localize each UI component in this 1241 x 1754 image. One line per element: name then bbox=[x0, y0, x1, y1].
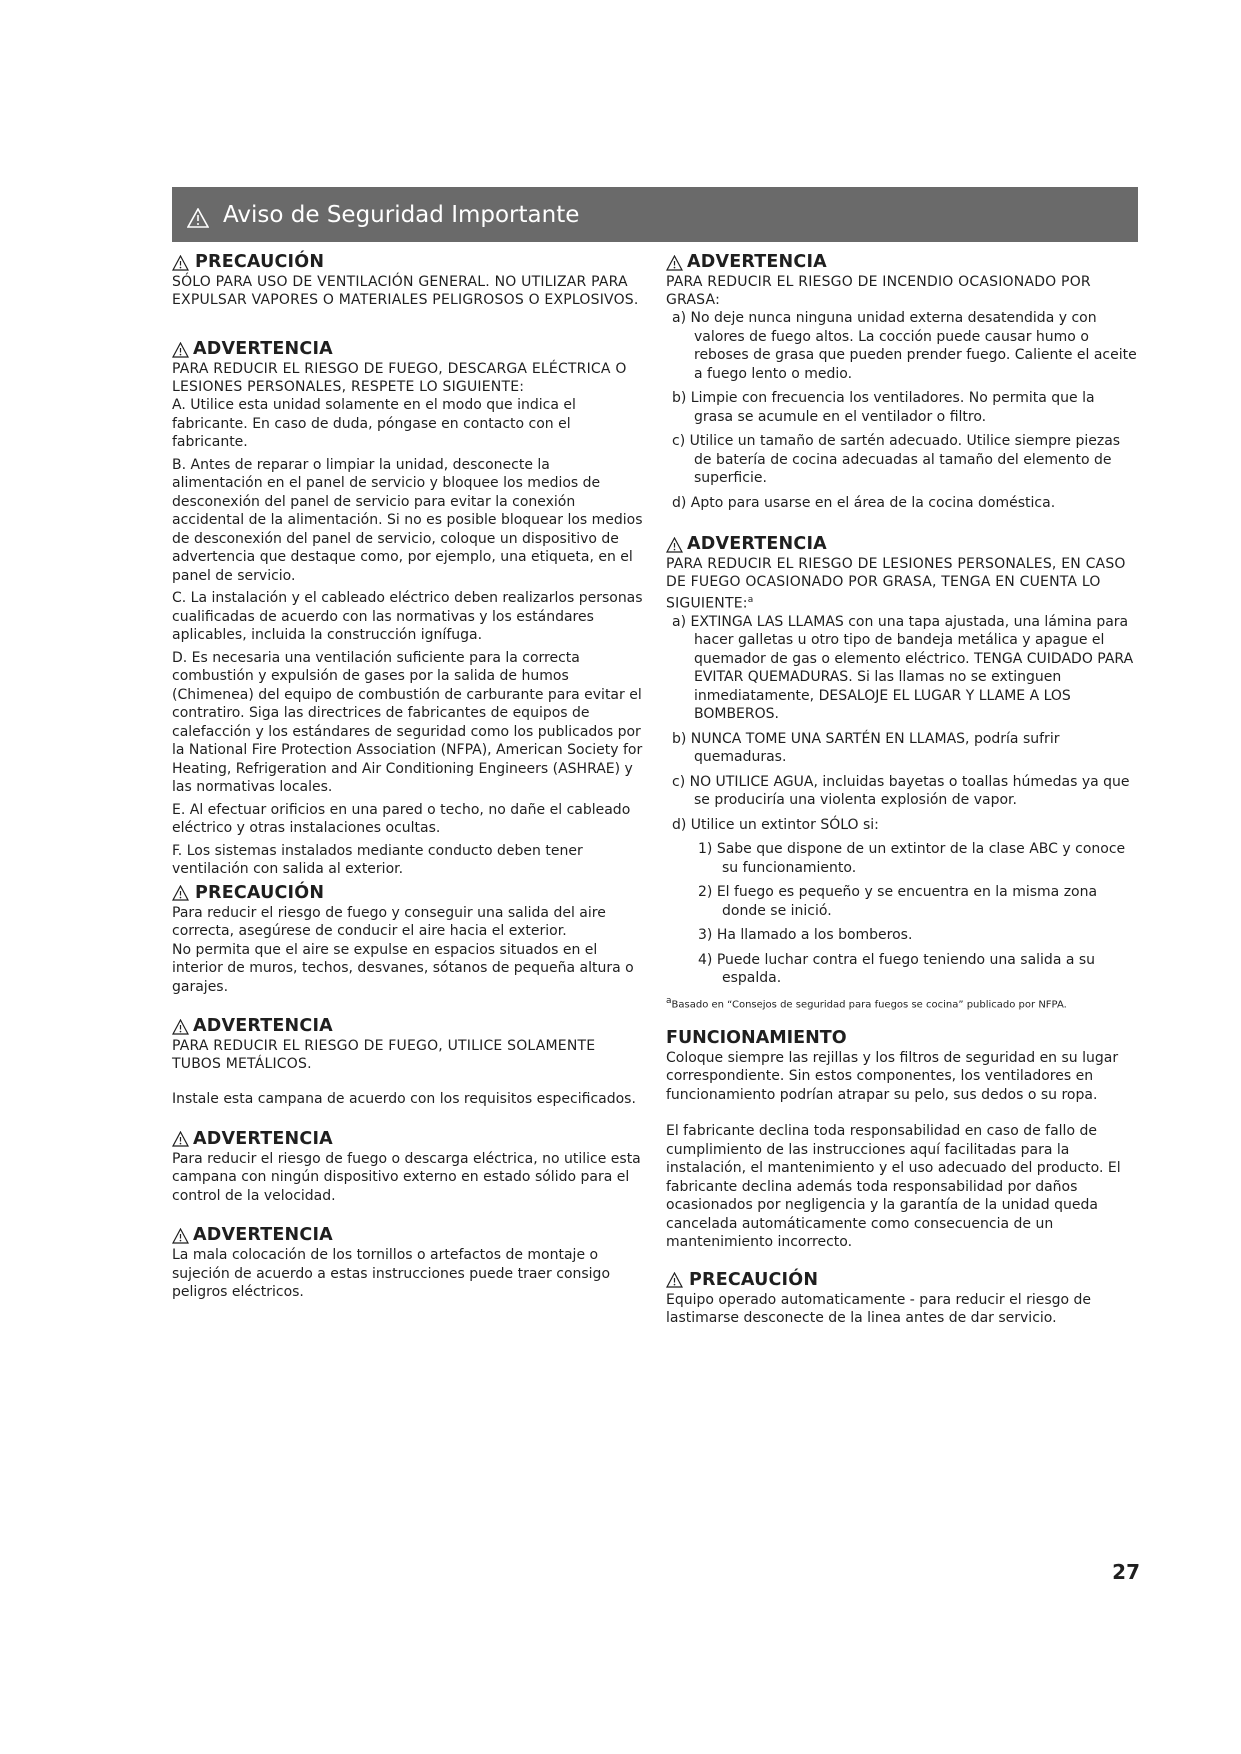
warning-triangle-icon bbox=[172, 885, 189, 901]
warning-triangle-icon bbox=[666, 1272, 683, 1288]
warning-triangle-icon bbox=[172, 255, 189, 271]
section-text: Equipo operado automaticamente - para reducir el riesgo de lastimarse desconecte de la linea antes de dar servicio. bbox=[666, 1291, 1092, 1327]
section-heading: ADVERTENCIA bbox=[172, 1225, 644, 1246]
list-item: D. Es necesaria una ventilación suficiente para la correcta combustión y expulsión de gases por la salida de humos (Chimenea) del equipo de combustión de carburante para evitar el contratiro. Siga las directrices de fabricantes de equipos de calefacción y los estándares de seguridad como los publicados por la National Fire Protection Association (NFPA), American Society for Heating, Refrigeration and Air Conditioning Engineers (ASHRAE) y las normativas locales. bbox=[172, 649, 643, 795]
list-item: b) Limpie con frecuencia los ventiladores. No permita que la grasa se acumule en el ventilador o filtro. bbox=[672, 390, 1095, 425]
list-item: b) NUNCA TOME UNA SARTÉN EN LLAMAS, podría sufrir quemaduras. bbox=[672, 730, 1060, 766]
sub-list-item: 1) Sabe que dispone de un extintor de la clase ABC y conoce su funcionamiento. bbox=[698, 841, 1126, 876]
warning-section-2 bbox=[172, 339, 644, 879]
warning-section-grease bbox=[666, 252, 1138, 512]
section-text: El fabricante declina toda responsabilidad en caso de fallo de cumplimiento de las instrucciones aquí facilitadas para la instalación, el mantenimiento y el uso adecuado del producto. El fabricante declina además toda responsabilidad por daños ocasionados por negligencia y la garantía de la unidad queda cancelada automáticamente como consecuencia de un mantenimiento incorrecto. bbox=[666, 1123, 1121, 1251]
section-text: La mala colocación de los tornillos o artefactos de montaje o sujeción de acuerdo a estas instrucciones puede traer consigo peligros eléctricos. bbox=[172, 1247, 611, 1300]
list-item: c) Utilice un tamaño de sartén adecuado. Utilice siempre piezas de batería de cocina adecuadas al tamaño del elemento de superficie. bbox=[672, 433, 1121, 486]
section-text: Para reducir el riesgo de fuego o descarga eléctrica, no utilice esta campana con ningún dispositivo externo en estado sólido para el control de la velocidad. bbox=[172, 1150, 641, 1204]
section-heading: ADVERTENCIA bbox=[172, 1016, 644, 1037]
warning-section-5 bbox=[172, 1129, 644, 1206]
section-heading: ADVERTENCIA bbox=[666, 252, 1138, 273]
warning-section-6 bbox=[172, 1225, 644, 1302]
section-heading: ADVERTENCIA bbox=[172, 339, 644, 360]
list-item: a) No deje nunca ninguna unidad externa desatendida y con valores de fuego altos. La cocción puede causar humo o reboses de grasa que pueden prender fuego. Caliente el aceite a fuego lento o medio. bbox=[672, 310, 1137, 382]
right-column bbox=[666, 252, 1138, 1346]
precaution-section-1 bbox=[172, 252, 644, 309]
warning-triangle-icon bbox=[172, 1228, 189, 1244]
section-heading: PRECAUCIÓN bbox=[172, 883, 644, 904]
banner-title: Aviso de Seguridad Importante bbox=[223, 201, 580, 228]
precaution-section-auto bbox=[666, 1270, 1138, 1328]
section-text: Para reducir el riesgo de fuego y conseguir una salida del aire correcta, asegúrese de conducir el aire hacia el exterior. bbox=[172, 904, 606, 939]
operation-section bbox=[666, 1028, 1138, 1252]
section-heading: ADVERTENCIA bbox=[666, 534, 1138, 555]
section-heading: PRECAUCIÓN bbox=[172, 252, 644, 273]
list-item: a) EXTINGA LAS LLAMAS con una tapa ajustada, una lámina para hacer galletas u otro tipo de bandeja metálica y apague el quemador de gas o elemento eléctrico. TENGA CUIDADO PARA EVITAR QUEMADURAS. Si las llamas no se extinguen inmediatamente, DESALOJE EL LUGAR Y LLAME A LOS BOMBEROS. bbox=[672, 613, 1134, 723]
sub-list-item: 3) Ha llamado a los bomberos. bbox=[698, 927, 913, 944]
warning-section-injury bbox=[666, 534, 1138, 1012]
footnote: $^a$Basado en “Consejos de seguridad para fuegos se cocina” publicado por NFPA. bbox=[666, 995, 1067, 1010]
section-heading: FUNCIONAMIENTO bbox=[666, 1027, 847, 1048]
list-item: B. Antes de reparar o limpiar la unidad, desconecte la alimentación en el panel de servicio y bloquee los medios de desconexión del panel de servicio para evitar la conexión accidental de la alimentación. Si no es posible bloquear los medios de desconexión del panel de servicio, coloque un dispositivo de advertencia que destaque como, por ejemplo, una etiqueta, en el panel de servicio. bbox=[172, 456, 643, 584]
section-text: No permita que el aire se expulse en espacios situados en el interior de muros, techos, desvanes, sótanos de pequeña altura o garajes. bbox=[172, 941, 634, 995]
list-item: c) NO UTILICE AGUA, incluidas bayetas o toallas húmedas ya que se produciría una violenta explosión de vapor. bbox=[672, 773, 1130, 809]
section-text: SÓLO PARA USO DE VENTILACIÓN GENERAL. NO UTILIZAR PARA EXPULSAR VAPORES O MATERIALES PELIGROSOS O EXPLOSIVOS. bbox=[172, 274, 639, 308]
section-text: PARA REDUCIR EL RIESGO DE FUEGO, DESCARGA ELÉCTRICA O LESIONES PERSONALES, RESPETE LO SIGUIENTE: bbox=[172, 361, 627, 395]
warning-triangle-icon bbox=[666, 537, 683, 553]
list-item: A. Utilice esta unidad solamente en el modo que indica el fabricante. En caso de duda, póngase en contacto con el fabricante. bbox=[172, 397, 576, 450]
section-banner bbox=[172, 187, 1138, 242]
list-item: F. Los sistemas instalados mediante conducto deben tener ventilación con salida al exterior. bbox=[172, 842, 583, 877]
section-text: PARA REDUCIR EL RIESGO DE LESIONES PERSONALES, EN CASO DE FUEGO OCASIONADO POR GRASA, TENGA EN CUENTA LO SIGUIENTE:$^a$ bbox=[666, 556, 1126, 612]
warning-triangle-icon bbox=[172, 1019, 189, 1035]
list-item: d) Apto para usarse en el área de la cocina doméstica. bbox=[672, 494, 1056, 511]
section-text: Instale esta campana de acuerdo con los requisitos especificados. bbox=[172, 1091, 636, 1107]
section-heading: PRECAUCIÓN bbox=[666, 1270, 1138, 1291]
page-number: 27 bbox=[1112, 1560, 1140, 1584]
list-item: d) Utilice un extintor SÓLO si: bbox=[672, 816, 879, 833]
warning-triangle-icon bbox=[666, 255, 683, 271]
list-item: C. La instalación y el cableado eléctrico deben realizarlos personas cualificadas de acuerdo con las normativas y los estándares aplicables, incluida la construcción ignífuga. bbox=[172, 590, 643, 643]
section-text: PARA REDUCIR EL RIESGO DE INCENDIO OCASIONADO POR GRASA: bbox=[666, 274, 1091, 308]
section-text: PARA REDUCIR EL RIESGO DE FUEGO, UTILICE SOLAMENTE TUBOS METÁLICOS. bbox=[172, 1038, 596, 1072]
sub-list-item: 4) Puede luchar contra el fuego teniendo una salida a su espalda. bbox=[698, 951, 1096, 987]
list-item: E. Al efectuar orificios en una pared o techo, no dañe el cableado eléctrico y otras instalaciones ocultas. bbox=[172, 801, 631, 836]
warning-triangle-icon bbox=[187, 208, 209, 228]
footnote-ref: a bbox=[747, 595, 754, 605]
section-text: Coloque siempre las rejillas y los filtros de seguridad en su lugar correspondiente. Sin estos componentes, los ventiladores en funcionamiento podrían atrapar su pelo, sus dedos o su ropa. bbox=[666, 1049, 1119, 1103]
left-column bbox=[172, 252, 644, 1320]
precaution-section-3 bbox=[172, 883, 644, 997]
section-heading: ADVERTENCIA bbox=[172, 1129, 644, 1150]
warning-triangle-icon bbox=[172, 342, 189, 358]
warning-section-4 bbox=[172, 1016, 644, 1109]
sub-list-item: 2) El fuego es pequeño y se encuentra en la misma zona donde se inició. bbox=[698, 884, 1098, 919]
warning-triangle-icon bbox=[172, 1131, 189, 1147]
